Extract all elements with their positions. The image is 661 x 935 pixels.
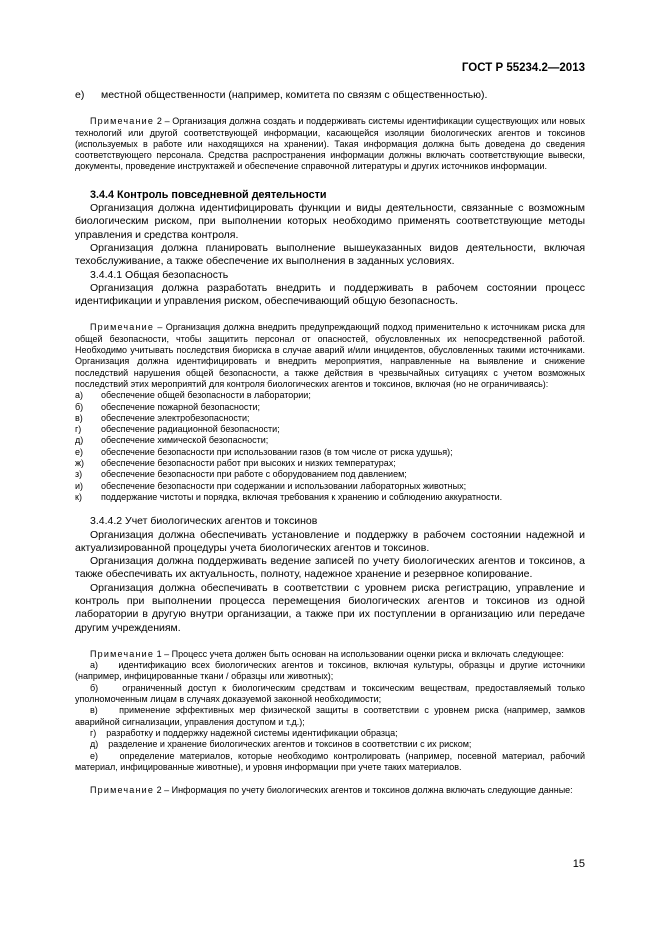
list-item: е) определение материалов, которые необходимо контролировать (например, посевной материал, рабочий материал, инфицированные животные), и уровня информации при учете таких материалов. <box>75 750 585 772</box>
note-label: Примечание <box>90 785 155 796</box>
subsection-title: 3.4.4.1 Общая безопасность <box>90 268 229 281</box>
paragraph: Организация должна обеспечивать в соответствии с уровнем риска регистрацию, управление и контроль при выполнении процесса перемещения биологических агентов и токсинов из одной лаборатории в другую внутри организации, а также при их поступлении в организацию или передаче другим учреждениям. <box>75 581 585 634</box>
list-item: а) обеспечение общей безопасности в лаборатории; <box>75 390 311 401</box>
document-id: ГОСТ Р 55234.2—2013 <box>461 62 585 74</box>
note-1-accounting <box>75 649 585 660</box>
note-label: Примечание <box>90 322 155 333</box>
list-item: б) ограниченный доступ к биологическим средствам и токсическим веществам, предоставляемый только уполномоченным лицам в случаях доказуемой законной необходимости; <box>75 682 585 705</box>
list-item <box>75 89 585 102</box>
note-general-safety <box>75 322 585 390</box>
paragraph: Организация должна планировать выполнение вышеуказанных видов деятельности, включая техобслуживание, а также обеспечение их выполнения в заданных условиях. <box>75 241 585 268</box>
section-heading: 3.4.4 Контроль повседневной деятельности <box>90 188 327 201</box>
list-item: г) обеспечение радиационной безопасности; <box>75 424 280 435</box>
note-label: Примечание <box>90 648 155 659</box>
note-text: 1 – Процесс учета должен быть основан на использовании оценки риска и включать следующее: <box>154 648 564 659</box>
note-text: 2 – Организация должна создать и поддерживать системы идентификации существующих или новых технологий или другой соответствующей информации, касающейся изоляции биологических агентов и токсинов (используемых в работе или находящихся на хранении). Такая информация должна быть доведена до сведения соответствующего персонала. Средства распространения информации должны включать соответствующие вывески, документы, проведение инструктажей и обеспечение справочной литературы и других источников информации. <box>75 116 585 172</box>
paragraph: Организация должна разработать внедрить и поддерживать в рабочем состоянии процесс идентификации и управления риском, обеспечивающий общую безопасность. <box>75 281 585 308</box>
note-text: – Организация должна внедрить предупреждающий подход применительно к источникам риска для общей безопасности, чтобы защитить персонал от опасностей, обусловленных их непосредственной работой. Необходимо учитывать последствия биориска в случае аварий и/или инцидентов, обусловленных такими источниками. Организация должна идентифицировать и внедрить мероприятия, направленные на выявление и снижение последствий нарушения общей безопасности, а также действия в чрезвычайных ситуациях с учетом возможных последствий этих мероприятий для контроля биологических агентов и токсинов, включая (но не ограничиваясь): <box>75 322 585 389</box>
list-item: к) поддержание чистоты и порядка, включая требования к хранению и соблюдению аккуратности. <box>75 491 503 502</box>
list-item: з) обеспечение безопасности при работе с оборудованием под давлением; <box>75 469 407 480</box>
list-item: д) разделение и хранение биологических агентов и токсинов в соответствии с их риском; <box>90 739 472 750</box>
list-item: г) разработку и поддержку надежной системы идентификации образца; <box>90 727 398 738</box>
subsection-title: 3.4.4.2 Учет биологических агентов и токсинов <box>90 515 318 528</box>
list-item: е) обеспечение безопасности при использовании газов (в том числе от риска удушья); <box>75 446 453 457</box>
accounting-list <box>75 660 585 773</box>
paragraph: Организация должна идентифицировать функции и виды деятельности, связанные с возможным биологическим риском, при выполнении которых необходимо применять соответствующие методы управления и средства контроля. <box>75 202 585 241</box>
list-item: ж) обеспечение безопасности работ при высоких и низких температурах; <box>75 458 396 469</box>
note-2-accounting-data <box>75 785 585 796</box>
safety-list <box>75 390 585 503</box>
paragraph: Организация должна поддерживать ведение записей по учету биологических агентов и токсинов, а также обеспечивать их актуальность, полноту, надежное хранение и резервное копирование. <box>75 555 585 581</box>
list-item-text: местной общественности (например, комитета по связям с общественностью). <box>101 89 488 101</box>
note-2-identification <box>75 116 585 172</box>
list-item: в) обеспечение электробезопасности; <box>75 412 250 423</box>
note-text: 2 – Информация по учету биологических агентов и токсинов должна включать следующие данные: <box>154 785 573 796</box>
list-item-label: е) <box>75 89 85 101</box>
list-item: и) обеспечение безопасности при содержании и использовании лабораторных животных; <box>75 480 467 491</box>
paragraph: Организация должна обеспечивать установление и поддержку в рабочем состоянии надежной и актуализированной процедуры учета биологических агентов и токсинов. <box>75 528 585 554</box>
note-label: Примечание <box>90 116 155 127</box>
list-item: д) обеспечение химической безопасности; <box>75 435 269 446</box>
page-number: 15 <box>572 858 585 870</box>
list-item: в) применение эффективных мер физической защиты в соответствии с уровнем риска (например, замков аварийной сигнализации, управления доступом и т.д.); <box>75 705 585 727</box>
list-item: а) идентификацию всех биологических агентов и токсинов, включая культуры, образцы и другие источники (например, инфицированные ткани / образцы или животных); <box>75 660 585 682</box>
list-item: б) обеспечение пожарной безопасности; <box>75 401 261 412</box>
page-body <box>75 82 585 796</box>
